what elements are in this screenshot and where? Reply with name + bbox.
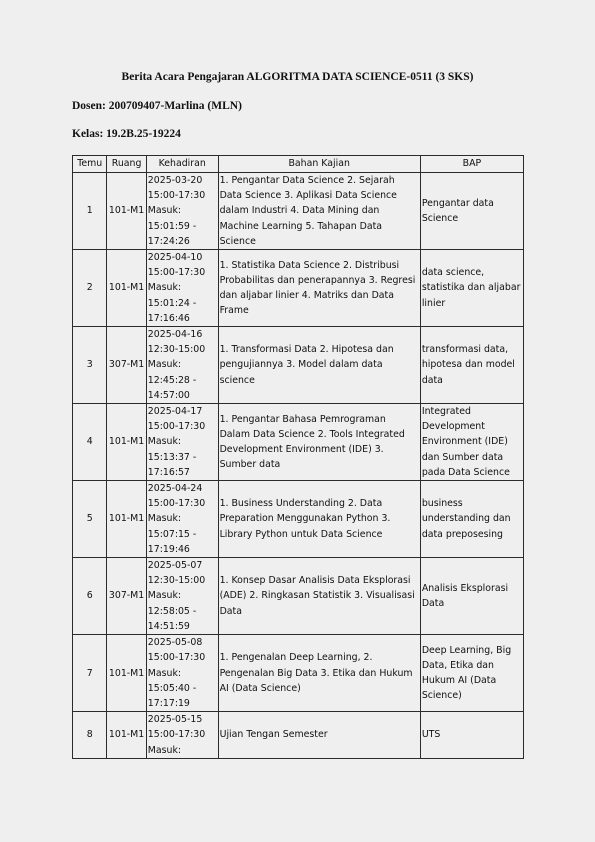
cell-bahan-kajian: 1. Statistika Data Science 2. Distribusi Probabilitas dan penerapannya 3. Regresi dan aljabar linier 4. Matriks dan Data Frame bbox=[218, 250, 420, 327]
cell-bap: UTS bbox=[420, 712, 523, 759]
cell-bahan-kajian: 1. Pengantar Data Science 2. Sejarah Data Science 3. Aplikasi Data Science dalam Industri 4. Data Mining dan Machine Learning 5. Tahapan Data Science bbox=[218, 173, 420, 250]
cell-bahan-kajian: 1. Business Understanding 2. Data Preparation Menggunakan Python 3. Library Python untuk Data Science bbox=[218, 481, 420, 558]
cell-bahan-kajian: Ujian Tengan Semester bbox=[218, 712, 420, 759]
cell-bahan-kajian: 1. Pengenalan Deep Learning, 2. Pengenalan Big Data 3. Etika dan Hukum AI (Data Science) bbox=[218, 635, 420, 712]
column-header-kehadiran: Kehadiran bbox=[146, 156, 218, 173]
table-row bbox=[73, 173, 524, 250]
cell-bap: Integrated Development Environment (IDE) dan Sumber data pada Data Science bbox=[420, 404, 523, 481]
cell-temu: 5 bbox=[73, 481, 107, 558]
cell-temu: 1 bbox=[73, 173, 107, 250]
cell-bap: Deep Learning, Big Data, Etika dan Hukum AI (Data Science) bbox=[420, 635, 523, 712]
document-title: Berita Acara Pengajaran ALGORITMA DATA SCIENCE-0511 (3 SKS) bbox=[121, 71, 474, 83]
column-header-ruang: Ruang bbox=[107, 156, 146, 173]
cell-temu: 3 bbox=[73, 327, 107, 404]
cell-kehadiran: 2025-05-15 15:00-17:30 Masuk: bbox=[146, 712, 218, 759]
table-row bbox=[73, 404, 524, 481]
cell-kehadiran: 2025-04-16 12:30-15:00 Masuk: 12:45:28 - 14:57:00 bbox=[146, 327, 218, 404]
cell-ruang: 101-M1 bbox=[107, 250, 146, 327]
table-header-row bbox=[73, 156, 524, 173]
table-row bbox=[73, 558, 524, 635]
cell-kehadiran: 2025-04-17 15:00-17:30 Masuk: 15:13:37 - 17:16:57 bbox=[146, 404, 218, 481]
cell-temu: 2 bbox=[73, 250, 107, 327]
cell-temu: 8 bbox=[73, 712, 107, 759]
table-row bbox=[73, 635, 524, 712]
cell-kehadiran: 2025-05-07 12:30-15:00 Masuk: 12:58:05 - 14:51:59 bbox=[146, 558, 218, 635]
cell-ruang: 101-M1 bbox=[107, 173, 146, 250]
cell-kehadiran: 2025-04-24 15:00-17:30 Masuk: 15:07:15 - 17:19:46 bbox=[146, 481, 218, 558]
cell-temu: 7 bbox=[73, 635, 107, 712]
column-header-bap: BAP bbox=[420, 156, 523, 173]
class-line: Kelas: 19.2B.25-19224 bbox=[72, 128, 181, 140]
table-row bbox=[73, 712, 524, 759]
table-row bbox=[73, 327, 524, 404]
cell-ruang: 101-M1 bbox=[107, 481, 146, 558]
table-row bbox=[73, 481, 524, 558]
cell-ruang: 101-M1 bbox=[107, 712, 146, 759]
cell-temu: 6 bbox=[73, 558, 107, 635]
cell-bahan-kajian: 1. Konsep Dasar Analisis Data Eksplorasi (ADE) 2. Ringkasan Statistik 3. Visualisasi Data bbox=[218, 558, 420, 635]
cell-bahan-kajian: 1. Transformasi Data 2. Hipotesa dan pengujiannya 3. Model dalam data science bbox=[218, 327, 420, 404]
cell-ruang: 101-M1 bbox=[107, 404, 146, 481]
cell-bap: data science, statistika dan aljabar linier bbox=[420, 250, 523, 327]
teaching-record-table bbox=[72, 155, 524, 759]
cell-bap: business understanding dan data preposesing bbox=[420, 481, 523, 558]
table-row bbox=[73, 250, 524, 327]
column-header-temu: Temu bbox=[73, 156, 107, 173]
column-header-bahan-kajian: Bahan Kajian bbox=[218, 156, 420, 173]
cell-bahan-kajian: 1. Pengantar Bahasa Pemrograman Dalam Data Science 2. Tools Integrated Development Environment (IDE) 3. Sumber data bbox=[218, 404, 420, 481]
lecturer-line: Dosen: 200709407-Marlina (MLN) bbox=[72, 100, 242, 112]
cell-bap: Analisis Eksplorasi Data bbox=[420, 558, 523, 635]
cell-temu: 4 bbox=[73, 404, 107, 481]
cell-kehadiran: 2025-03-20 15:00-17:30 Masuk: 15:01:59 - 17:24:26 bbox=[146, 173, 218, 250]
cell-ruang: 307-M1 bbox=[107, 558, 146, 635]
cell-ruang: 307-M1 bbox=[107, 327, 146, 404]
cell-bap: transformasi data, hipotesa dan model data bbox=[420, 327, 523, 404]
cell-kehadiran: 2025-05-08 15:00-17:30 Masuk: 15:05:40 - 17:17:19 bbox=[146, 635, 218, 712]
cell-bap: Pengantar data Science bbox=[420, 173, 523, 250]
cell-kehadiran: 2025-04-10 15:00-17:30 Masuk: 15:01:24 - 17:16:46 bbox=[146, 250, 218, 327]
cell-ruang: 101-M1 bbox=[107, 635, 146, 712]
